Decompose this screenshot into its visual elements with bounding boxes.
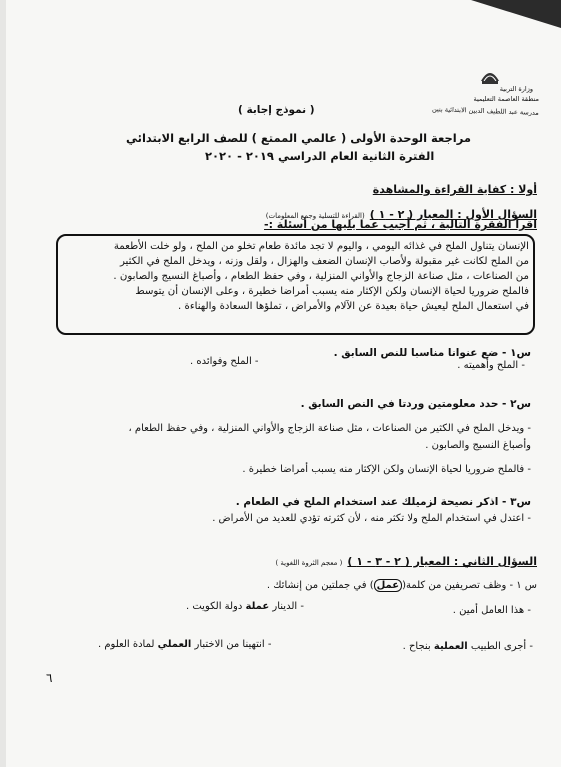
question1-label: السؤال الأول : المعيار ( ٢ - ١ ) <box>369 208 537 221</box>
question1-criterion: (القراءة للتسلية وجمع المعلومات) <box>265 212 365 220</box>
q2-example-1: - هذا العامل أمين . <box>452 605 531 616</box>
passage-line-1: الإنسان يتناول الملح في غذائه اليومي ، واليوم لا تجد مائدة طعام تخلو من الملح ، ولو خلت الأطعمة <box>113 241 529 252</box>
s2-answer1-line1: - ويدخل الملح في الكثير من الصناعات ، مثل صناعة الزجاج والأواني المنزلية ، وفي حفظ الطعام ، <box>128 423 531 434</box>
question2-header <box>275 550 537 569</box>
q2-example-3-bold: العملية <box>433 641 468 652</box>
s2-answer1-line2: وأصباغ النسيج والصابون . <box>425 440 531 451</box>
passage-line-4: فالملح ضروريا لحياة الإنسان ولكن الإكثار منه يسبب أمراضا خطيرة ، وعلى الإنسان أن يتوسط <box>135 286 529 297</box>
page-subtitle: الفترة الثانية العام الدراسي ٢٠١٩ - ٢٠٢٠ <box>205 149 435 163</box>
q2-example-4-bold: العملي <box>157 639 192 650</box>
passage-line-2: من الملح لكانت غير مقبولة ولأصاب الإنسان الضعف والهزال ، ولقل وزنه ، ويدخل الملح في الكثير <box>119 256 529 267</box>
s1-question: س١ - ضع عنوانا مناسبا للنص السابق . <box>333 347 531 359</box>
q2-example-2-post: دولة الكويت . <box>186 601 246 612</box>
q2-example-3-post: بنجاح . <box>402 641 434 652</box>
q2-s1-prefix: س ١ - وظف تصريفين من كلمة( <box>402 580 537 591</box>
s1-answer-a: - الملح وأهميته . <box>457 360 525 371</box>
s3-question: س٣ - اذكر نصيحة لزميلك عند استخدام الملح في الطعام . <box>235 496 531 508</box>
s2-question: س٢ - حدد معلومتين وردتا في النص السابق . <box>300 398 531 410</box>
s2-answer2: - فالملح ضروريا لحياة الإنسان ولكن الإكثار منه يسبب أمراضا خطيرة . <box>242 464 531 475</box>
page-title: مراجعة الوحدة الأولى ( عالمي الممتع ) للصف الرابع الابتدائي <box>126 131 471 145</box>
passage-line-3: من الصناعات ، مثل صناعة الزجاج والأواني المنزلية ، وفي حفظ الطعام ، وأصباغ النسيج والصابون . <box>113 271 529 282</box>
q2-s1-suffix: ) في جملتين من إنشائك . <box>266 580 374 591</box>
q2-example-3-pre: - أجرى الطبيب <box>467 641 533 652</box>
question1-instruction: اقرأ الفقرة التالية ، ثم أجيب عما يليها من أسئلة :- <box>264 218 537 231</box>
header-region: منطقة العاصمة التعليمية <box>473 95 539 103</box>
page-number: ٦ <box>46 671 53 685</box>
answer-model-label: ( نموذج إجابة ) <box>238 104 315 116</box>
section-heading: أولا : كفاية القراءة والمشاهدة <box>372 183 537 196</box>
q2-example-2 <box>186 601 304 612</box>
q2-s1-question <box>267 580 537 591</box>
ministry-logo-icon <box>479 67 501 85</box>
q2-example-3 <box>403 641 533 652</box>
s3-answer: - اعتدل في استخدام الملح ولا تكثر منه ، لأن كثرته تؤدي للعديد من الأمراض . <box>212 513 531 524</box>
question2-label: السؤال الثاني : المعيار ( ٢ - ٣ - ١ ) <box>347 555 537 568</box>
header-ministry: وزارة التربية <box>499 85 533 93</box>
page-edge-shadow <box>0 0 6 767</box>
q2-s1-word: عمل <box>374 579 402 592</box>
page-corner-fold <box>471 0 561 28</box>
q2-example-4 <box>98 639 271 650</box>
passage-line-5: في استعمال الملح ليعيش حياة بعيدة عن الآلام والأمراض ، تملؤها السعادة والهناءة . <box>178 301 529 312</box>
q2-example-4-pre: - انتهينا من الاختبار <box>191 639 272 650</box>
header-school: مدرسة عبد اللطيف الدبين الابتدائية بنين <box>432 105 540 117</box>
s1-answer-b: - الملح وفوائده . <box>190 356 259 367</box>
q2-example-2-bold: عملة <box>245 601 270 612</box>
question2-criterion: ( معجم الثروة اللغوية ) <box>275 559 343 567</box>
q2-example-4-post: لمادة العلوم . <box>98 639 158 650</box>
q2-example-2-pre: - الدينار <box>269 601 304 612</box>
